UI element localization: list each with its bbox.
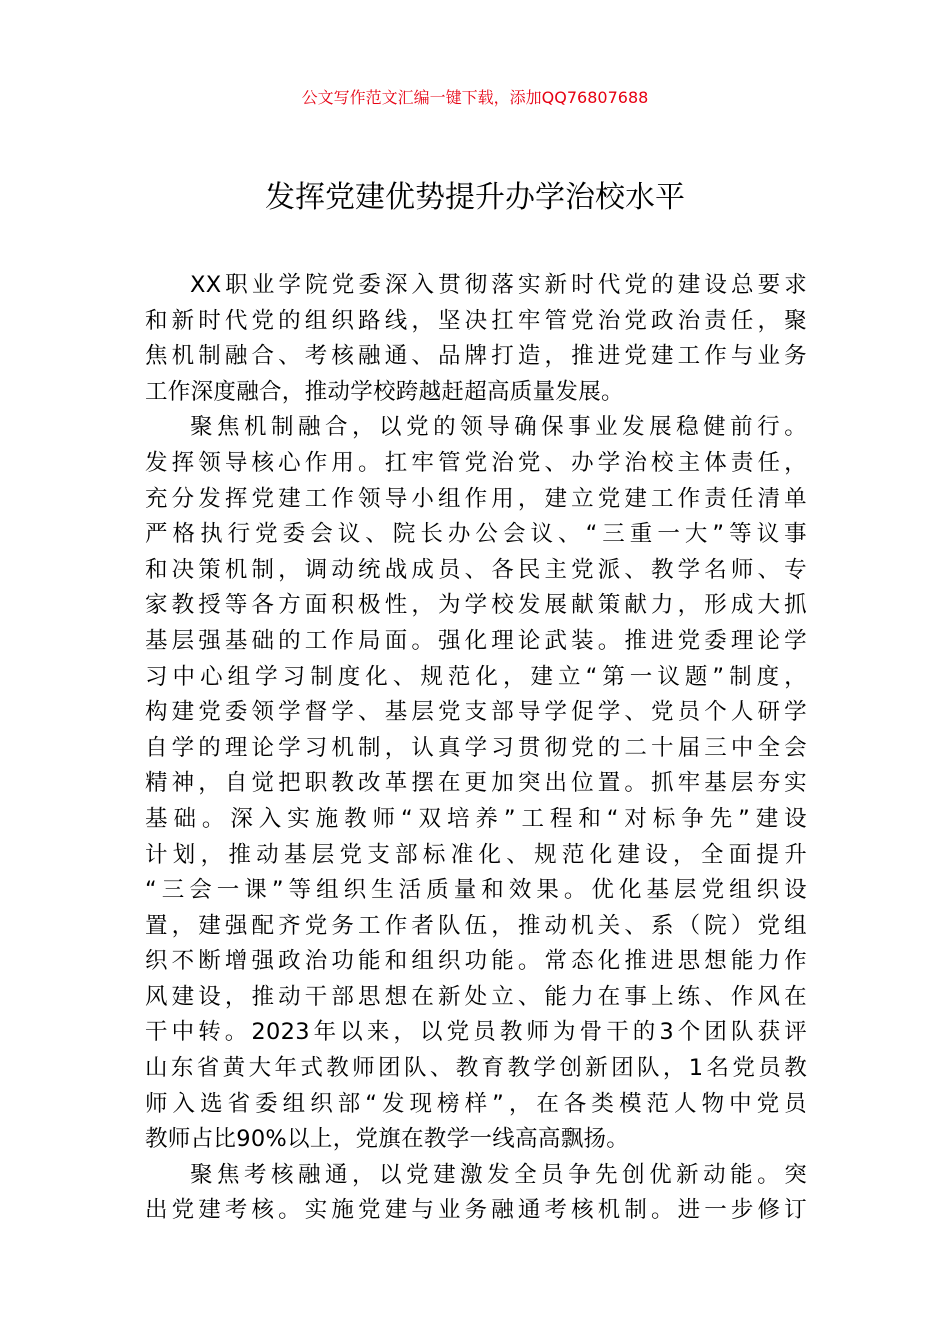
paragraph-line: 织不断增强政治功能和组织功能。常态化推进思想能力作	[145, 948, 807, 975]
paragraph-line: 基层强基础的工作局面。强化理论武装。推进党委理论学	[145, 627, 807, 654]
paragraph-line: 置，建强配齐党务工作者队伍，推动机关、系（院）党组	[145, 912, 807, 939]
paragraph-line: 习中心组学习制度化、规范化，建立“第一议题”制度，	[145, 663, 807, 690]
paragraph-line: 和决策机制，调动统战成员、各民主党派、教学名师、专	[145, 556, 807, 583]
paragraph-2	[145, 410, 807, 1157]
paragraph-line: 构建党委领学督学、基层党支部导学促学、党员个人研学	[145, 699, 807, 726]
paragraph-line: 充分发挥党建工作领导小组作用，建立党建工作责任清单	[145, 485, 807, 512]
paragraph-3	[145, 1158, 807, 1229]
paragraph-line: 家教授等各方面积极性，为学校发展献策献力，形成大抓	[145, 592, 807, 619]
header-note: 公文写作范文汇编一键下载，添加QQ76807688	[301, 88, 649, 107]
document-body	[145, 268, 807, 1229]
paragraph-line: 工作深度融合，推动学校跨越赶超高质量发展。	[145, 378, 624, 405]
paragraph-line: 聚焦考核融通，以党建激发全员争先创优新动能。突	[190, 1161, 807, 1188]
paragraph-line: 严格执行党委会议、院长办公会议、“三重一大”等议事	[145, 521, 807, 548]
paragraph-line: 出党建考核。实施党建与业务融通考核机制。进一步修订	[145, 1197, 807, 1224]
paragraph-line: 聚焦机制融合，以党的领导确保事业发展稳健前行。	[190, 414, 807, 441]
paragraph-line: 发挥领导核心作用。扛牢管党治党、办学治校主体责任，	[145, 449, 807, 476]
paragraph-line: XX职业学院党委深入贯彻落实新时代党的建设总要求	[190, 272, 807, 298]
paragraph-line: 焦机制融合、考核融通、品牌打造，推进党建工作与业务	[145, 343, 807, 370]
paragraph-line: “三会一课”等组织生活质量和效果。优化基层党组织设	[145, 877, 807, 904]
paragraph-line: 自学的理论学习机制，认真学习贯彻党的二十届三中全会	[145, 734, 807, 761]
paragraph-line: 山东省黄大年式教师团队、教育教学创新团队，1名党员教	[145, 1055, 807, 1082]
paragraph-line: 教师占比90%以上，党旗在教学一线高高飘扬。	[145, 1126, 630, 1153]
paragraph-line: 师入选省委组织部“发现榜样”，在各类模范人物中党员	[145, 1090, 807, 1117]
paragraph-1	[145, 268, 807, 410]
paragraph-line: 计划，推动基层党支部标准化、规范化建设，全面提升	[145, 841, 807, 868]
paragraph-line: 和新时代党的组织路线，坚决扛牢管党治党政治责任，聚	[145, 307, 807, 334]
paragraph-line: 风建设，推动干部思想在新处立、能力在事上练、作风在	[145, 983, 807, 1010]
paragraph-line: 干中转。2023年以来，以党员教师为骨干的3个团队获评	[145, 1019, 807, 1046]
paragraph-line: 精神，自觉把职教改革摆在更加突出位置。抓牢基层夯实	[145, 770, 807, 797]
paragraph-line: 基础。深入实施教师“双培养”工程和“对标争先”建设	[145, 805, 807, 832]
document-title: 发挥党建优势提升办学治校水平	[265, 180, 685, 215]
